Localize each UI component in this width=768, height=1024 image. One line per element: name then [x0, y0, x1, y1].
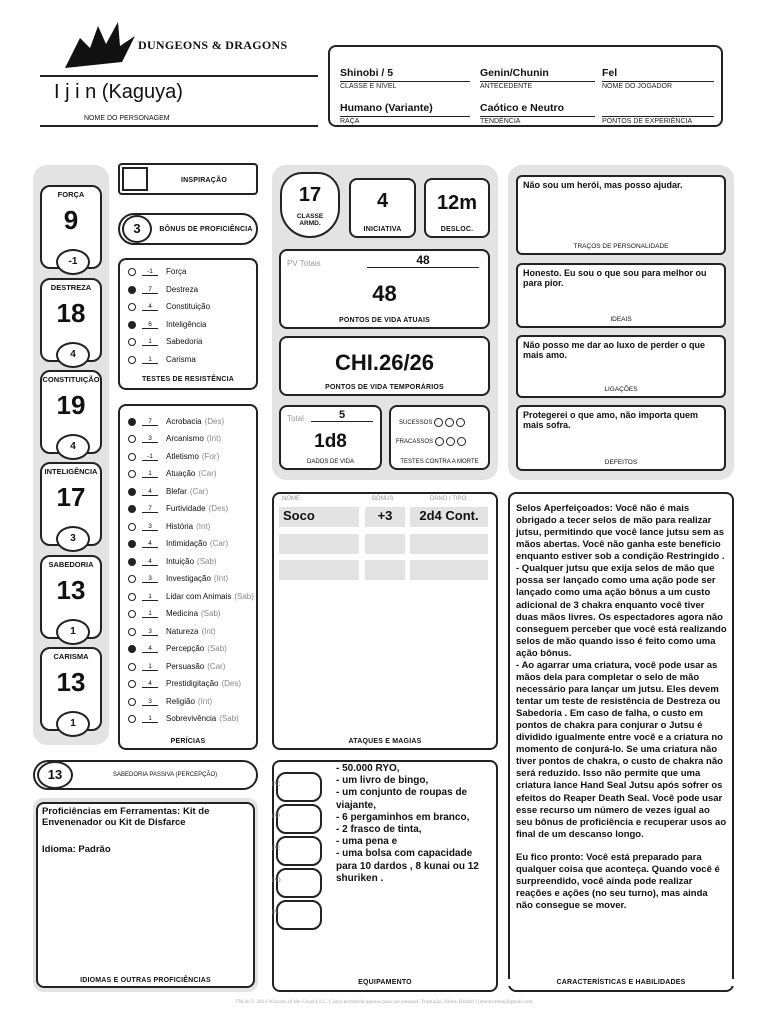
save-bonus: 1	[142, 338, 158, 346]
save-label: Força	[166, 267, 187, 276]
death-save-circle[interactable]	[456, 418, 465, 427]
save-row[interactable]	[128, 299, 210, 314]
death-saves-failure-label: FRACASSOS	[396, 439, 434, 446]
skill-label: Blefar	[166, 487, 187, 496]
proficiencies-box	[36, 802, 255, 988]
hp-temp-box	[279, 336, 490, 396]
ability-score[interactable]: 18	[56, 298, 86, 328]
ideals: Honesto. Eu sou o que sou para melhor ou para pior.	[523, 268, 707, 289]
armor-class-label: CLASSE ARMD.	[296, 213, 324, 227]
initiative-box	[349, 178, 416, 238]
skill-label: Natureza	[166, 627, 199, 636]
skill-label: Investigação	[166, 574, 211, 583]
skill-bonus: 4	[142, 488, 158, 496]
coin-platinum[interactable]	[272, 900, 322, 930]
skill-bonus: 1	[142, 663, 158, 671]
equipment-title: EQUIPAMENTO	[358, 979, 412, 986]
skill-ability: (Des)	[221, 679, 242, 688]
class-level-label: CLASSE E NÍVEL	[340, 81, 470, 90]
tool-proficiencies[interactable]: Proficiências em Ferramentas: Kit de Envenenador ou Kit de Disfarce	[42, 806, 210, 829]
ability-modifier: 1	[56, 619, 90, 645]
skill-row[interactable]	[128, 449, 219, 464]
hp-current-label: PONTOS DE VIDA ATUAIS	[339, 317, 430, 324]
skill-ability: (Car)	[198, 469, 217, 478]
feature-paragraph: - Ao agarrar uma criatura, você pode usar as mãos dela para completar o selo de mão necessário para lançar um jutsu. Eles devem tentar um teste de resistência de Destreza ou Sabedoria . Em caso de falha, o custo em pontos de chakra para conjurar o Jutsu é dividido igualmente entre você e a criatura no momento de conjurá-lo. Se uma criatura não tiver pontos de chakra, o custo de chakra não será reduzido. Isso não permite que uma criatura lance Hand Seal Jutsu após sofrer os efeitos do Reaper Death Seal. Você pode usar esse recurso um número de vezes igual ao seu bônus de proficiência e recuperar usos ao final de um descanso longo.	[516, 659, 727, 840]
character-name-label: NOME DO PERSONAGEM	[84, 115, 170, 122]
skill-label: Medicina	[166, 609, 199, 618]
save-bonus: 4	[142, 303, 158, 311]
skill-label: Acrobacia	[166, 417, 202, 426]
equipment-item: - 50.000 RYO,	[336, 763, 400, 774]
ideals-box[interactable]	[516, 263, 726, 328]
skill-bonus: 1	[142, 593, 158, 601]
background-label: ANTECEDENTE	[480, 81, 595, 90]
attack-name[interactable]: Soco	[279, 507, 359, 527]
skill-label: História	[166, 522, 194, 531]
coin-gold[interactable]	[272, 868, 322, 898]
skill-bonus: 7	[142, 505, 158, 513]
inspiration-label: INSPIRAÇÃO	[181, 177, 227, 184]
personality-traits-label: TRAÇOS DE PERSONALIDADE	[573, 242, 669, 250]
flaws-box[interactable]	[516, 405, 726, 471]
features-box[interactable]	[508, 492, 734, 992]
initiative-label: INICIATIVA	[363, 226, 402, 233]
skill-label: Atletismo	[166, 452, 199, 461]
feature-paragraph: Selos Aperfeiçoados: Você não é mais obrigado a tecer selos de mão para realizar jutsu, permitindo que você lance jutsu sem as mãos abertas. Você não ganha este benefício enquanto estiver sob a condição Restringido .	[516, 503, 725, 563]
attack-bonus-empty[interactable]	[365, 534, 405, 554]
skill-label: Religião	[166, 697, 195, 706]
attack-damage-empty[interactable]	[410, 560, 488, 580]
attack-name-header: NOME	[282, 496, 300, 502]
hit-dice-label: DADOS DE VIDA	[306, 459, 354, 465]
ability-score[interactable]: 13	[56, 575, 86, 605]
skill-ability: (Car)	[189, 487, 209, 496]
save-row[interactable]	[128, 282, 198, 297]
speed-value[interactable]: 12m	[436, 192, 478, 214]
save-bonus: -1	[142, 268, 158, 276]
skill-prof-dot[interactable]	[128, 663, 136, 671]
skill-row[interactable]	[128, 711, 239, 726]
death-saves-failure-row	[396, 437, 466, 446]
header-info-box	[328, 45, 723, 127]
attacks-box	[272, 492, 498, 750]
ability-label: SABEDORIA	[48, 560, 94, 569]
ability-label: CARISMA	[53, 652, 89, 661]
save-prof-dot[interactable]	[128, 268, 136, 276]
death-saves-box	[389, 405, 490, 470]
ability-charisma	[40, 647, 102, 731]
passive-perception-box	[33, 760, 258, 790]
skill-prof-dot[interactable]	[128, 453, 136, 461]
ability-modifier: 4	[56, 342, 90, 368]
alignment[interactable]: Caótico e Neutro	[480, 102, 565, 114]
ability-modifier: 4	[56, 434, 90, 460]
skill-ability: (Des)	[208, 504, 229, 513]
ability-modifier: 3	[56, 526, 90, 552]
skill-row[interactable]	[128, 659, 225, 674]
skill-label: Furtividade	[166, 504, 206, 513]
skill-bonus: 1	[142, 610, 158, 618]
hp-temp-label: PONTOS DE VIDA TEMPORÁRIOS	[325, 384, 444, 391]
class-level[interactable]: Shinobi / 5	[340, 67, 394, 79]
hp-current-box	[279, 249, 490, 329]
hit-dice-value[interactable]: 1d8	[314, 431, 347, 452]
race[interactable]: Humano (Variante)	[340, 102, 433, 114]
ability-score[interactable]: 19	[56, 390, 86, 420]
saving-throws-title: TESTES DE RESISTÊNCIA	[141, 376, 235, 383]
skill-ability: (Int)	[206, 434, 222, 443]
features-title: CARACTERÍSTICAS E HABILIDADES	[508, 979, 734, 986]
skill-ability: (For)	[201, 452, 220, 461]
skill-row[interactable]	[128, 606, 221, 621]
save-label: Destreza	[166, 285, 199, 294]
speed-box	[424, 178, 490, 238]
skill-ability: (Int)	[213, 574, 229, 583]
ability-modifier: 1	[56, 711, 90, 737]
proficiency-value[interactable]: 3	[122, 215, 152, 243]
death-saves-success-label: SUCESSOS	[399, 420, 433, 427]
skill-label: Lidar com Animais	[166, 592, 232, 601]
ability-label: DESTREZA	[50, 283, 92, 292]
save-row[interactable]	[128, 317, 206, 332]
skill-row[interactable]	[128, 571, 228, 586]
skill-row[interactable]	[128, 536, 228, 551]
personality-traits-box[interactable]	[516, 175, 726, 255]
skill-prof-dot[interactable]	[128, 558, 136, 566]
speed-label: DESLOC.	[440, 226, 474, 233]
attack-name-empty[interactable]	[279, 560, 359, 580]
skill-row[interactable]	[128, 676, 241, 691]
skill-bonus: 4	[142, 540, 158, 548]
skill-bonus: 7	[142, 418, 158, 426]
skill-row[interactable]	[128, 484, 208, 499]
skill-ability: (Car)	[209, 539, 229, 548]
save-row[interactable]	[128, 352, 196, 367]
attack-damage-empty[interactable]	[410, 534, 488, 554]
ability-label: INTELIGÊNCIA	[44, 467, 98, 476]
skill-label: Intimidação	[166, 539, 207, 548]
proficiency-box	[118, 213, 258, 245]
death-save-circle[interactable]	[446, 437, 455, 446]
skill-row[interactable]	[128, 554, 217, 569]
logo: DUNGEONS & DRAGONS	[138, 38, 288, 52]
inspiration-value[interactable]	[122, 167, 148, 191]
attack-bonus-empty[interactable]	[365, 560, 405, 580]
skill-row[interactable]	[128, 519, 210, 534]
feature-paragraph: Eu fico pronto: Você está preparado para qualquer coisa que aconteça. Quando você é surpreendido, você ainda pode realizar reações e ações (no seu turno), mas ainda não consegue se mover.	[516, 851, 720, 911]
coin-silver[interactable]	[272, 804, 322, 834]
skill-ability: (Car)	[207, 662, 226, 671]
skill-prof-dot[interactable]	[128, 610, 136, 618]
ability-label: FORÇA	[57, 190, 85, 199]
ability-strength	[40, 185, 102, 269]
bonds-label: LIGAÇÕES	[604, 385, 638, 393]
skill-bonus: 1	[142, 470, 158, 478]
flaws-label: DEFEITOS	[604, 458, 638, 466]
languages[interactable]: Idioma: Padrão	[42, 844, 111, 855]
ability-score[interactable]: 13	[56, 667, 86, 697]
equipment-item: - 6 pergaminhos em branco,	[336, 811, 470, 823]
death-saves-label: TESTES CONTRA A MORTE	[400, 459, 479, 465]
equipment-item: - um livro de bingo,	[336, 775, 429, 787]
ability-score[interactable]: 9	[63, 205, 79, 235]
flaws: Protegerei o que amo, não importa quem mais sofra.	[523, 410, 699, 431]
save-label: Inteligência	[166, 320, 207, 329]
skill-row[interactable]	[128, 501, 228, 516]
skill-row[interactable]	[128, 431, 221, 446]
skill-bonus: 3	[142, 628, 158, 636]
equipment-list[interactable]	[336, 763, 494, 885]
coin-label: PP	[272, 814, 281, 820]
skill-label: Atuação	[166, 469, 196, 478]
skill-label: Prestidigitação	[166, 679, 219, 688]
skill-bonus: 3	[142, 575, 158, 583]
ability-constitution	[40, 370, 102, 454]
ability-intelligence	[40, 462, 102, 546]
hp-max-value[interactable]: 48	[367, 253, 479, 268]
save-label: Carisma	[166, 355, 196, 364]
skill-row[interactable]	[128, 694, 212, 709]
death-save-circle[interactable]	[457, 437, 466, 446]
skill-prof-dot[interactable]	[128, 593, 136, 601]
skill-bonus: -1	[142, 453, 158, 461]
skill-row[interactable]	[128, 641, 227, 656]
coin-label: PE	[272, 846, 281, 852]
skill-bonus: 3	[142, 698, 158, 706]
xp-label: PONTOS DE EXPERIÊNCIA	[602, 116, 714, 125]
equipment-item: - 2 frasco de tinta,	[336, 823, 422, 835]
death-save-circle[interactable]	[445, 418, 454, 427]
attack-bonus[interactable]: +3	[365, 507, 405, 527]
attack-name-empty[interactable]	[279, 534, 359, 554]
skill-row[interactable]	[128, 414, 224, 429]
skill-bonus: 3	[142, 523, 158, 531]
save-bonus: 1	[142, 356, 158, 364]
proficiencies-label: IDIOMAS E OUTRAS PROFICIÊNCIAS	[80, 977, 211, 984]
save-prof-dot[interactable]	[128, 321, 136, 329]
attack-damage-header: DANO / TIPO	[430, 496, 467, 502]
skill-row[interactable]	[128, 624, 216, 639]
skill-ability: (Des)	[204, 417, 225, 426]
skill-prof-dot[interactable]	[128, 523, 136, 531]
skill-ability: (Sab)	[207, 644, 227, 653]
skill-prof-dot[interactable]	[128, 505, 136, 513]
skill-prof-dot[interactable]	[128, 628, 136, 636]
skill-ability: (Sab)	[197, 557, 217, 566]
save-row[interactable]	[128, 264, 186, 279]
attack-bonus-header: BÔNUS	[372, 496, 394, 502]
footer-copyright: TM & © 2014 Wizards of the Coast LLC. Cópia permitida apenas para uso pessoal. Tradução: Johny Bidrell | jetnetrombe@gmail.com	[235, 999, 533, 1005]
skill-label: Percepção	[166, 644, 205, 653]
inspiration-box	[118, 163, 258, 195]
armor-class-value[interactable]: 17	[298, 184, 322, 206]
death-save-circle[interactable]	[435, 437, 444, 446]
save-label: Sabedoria	[166, 337, 203, 346]
death-saves-success-row	[399, 418, 465, 427]
skill-bonus: 4	[142, 680, 158, 688]
player-name[interactable]: Fel	[602, 67, 618, 79]
skill-prof-dot[interactable]	[128, 575, 136, 583]
hp-temp-value[interactable]: CHI.26/26	[334, 350, 435, 375]
skills-title: PERÍCIAS	[170, 738, 206, 745]
skill-row[interactable]	[128, 466, 217, 481]
skill-bonus: 1	[142, 715, 158, 723]
skill-row[interactable]	[128, 589, 254, 604]
personality-traits: Não sou um herói, mas posso ajudar.	[523, 180, 683, 190]
save-label: Constituição	[166, 302, 211, 311]
save-row[interactable]	[128, 334, 202, 349]
save-prof-dot[interactable]	[128, 338, 136, 346]
skill-prof-dot[interactable]	[128, 470, 136, 478]
skill-bonus: 4	[142, 558, 158, 566]
attack-damage[interactable]: 2d4 Cont.	[410, 507, 488, 527]
character-name[interactable]: I j i n (Kaguya)	[54, 81, 183, 103]
player-name-label: NOME DO JOGADOR	[602, 81, 714, 90]
attacks-title: ATAQUES E MAGIAS	[348, 738, 422, 745]
ideals-label: IDEAIS	[610, 315, 632, 323]
passive-perception-label: SABEDORIA PASSIVA (PERCEPÇÃO)	[113, 772, 218, 778]
alignment-label: TENDÊNCIA	[480, 116, 595, 125]
skill-ability: (Int)	[201, 627, 216, 636]
ability-modifier: -1	[56, 249, 90, 275]
name-banner	[40, 75, 318, 127]
background[interactable]: Genin/Chunin	[480, 67, 549, 79]
coin-label: PC	[272, 782, 281, 788]
save-prof-dot[interactable]	[128, 356, 136, 364]
skill-ability: (Sab)	[219, 714, 239, 723]
ability-score[interactable]: 17	[56, 482, 86, 512]
skill-label: Persuasão	[166, 662, 205, 671]
skill-label: Intuição	[166, 557, 195, 566]
feature-paragraph: - Qualquer jutsu que exija selos de mão que possa ser lançado como uma ação pode ser lançado como uma ação bônus a um custo adicional de 3 chakra enquanto você tiver duas mãos livres. Os espectadores agora não conseguem perceber que você está realizando selos de mão quando isso é feito como uma ação bônus.	[516, 563, 727, 659]
equipment-item: - uma pena e	[336, 836, 398, 848]
skill-ability: (Int)	[196, 522, 211, 531]
race-label: RAÇA	[340, 116, 470, 125]
skill-bonus: 3	[142, 435, 158, 443]
logo-dragon-icon	[60, 18, 140, 70]
coin-label: PL	[272, 910, 280, 916]
skill-prof-dot[interactable]	[128, 698, 136, 706]
skill-label: Arcanismo	[166, 434, 204, 443]
equipment-item: - um conjunto de roupas de viajante,	[336, 787, 468, 811]
ability-label: CONSTITUIÇÃO	[42, 375, 100, 384]
skill-prof-dot[interactable]	[128, 418, 136, 426]
ability-dexterity	[40, 278, 102, 362]
skill-prof-dot[interactable]	[128, 715, 136, 723]
skill-prof-dot[interactable]	[128, 540, 136, 548]
coin-copper[interactable]	[272, 772, 322, 802]
save-bonus: 7	[142, 286, 158, 294]
initiative-value[interactable]: 4	[376, 190, 389, 212]
bonds-box[interactable]	[516, 335, 726, 398]
hp-current-value[interactable]: 48	[372, 281, 397, 306]
skill-label: Sobrevivência	[166, 714, 217, 723]
save-prof-dot[interactable]	[128, 286, 136, 294]
skill-prof-dot[interactable]	[128, 645, 136, 653]
save-prof-dot[interactable]	[128, 303, 136, 311]
armor-class-box	[280, 172, 340, 238]
proficiency-label: BÔNUS DE PROFICIÊNCIA	[159, 226, 253, 233]
skill-bonus: 4	[142, 645, 158, 653]
coin-electrum[interactable]	[272, 836, 322, 866]
hit-dice-total-label: Total	[287, 414, 304, 423]
equipment-item: - uma bolsa com capacidade para 10 dardos , 8 kunai ou 12 shuriken .	[336, 848, 479, 884]
skill-ability: (Sab)	[234, 592, 254, 601]
skill-prof-dot[interactable]	[128, 680, 136, 688]
passive-perception-value[interactable]: 13	[37, 761, 73, 789]
hit-dice-total[interactable]: 5	[311, 409, 373, 422]
death-save-circle[interactable]	[434, 418, 443, 427]
skill-ability: (Int)	[197, 697, 213, 706]
skill-prof-dot[interactable]	[128, 488, 136, 496]
hit-dice-box	[279, 405, 382, 470]
save-bonus: 6	[142, 321, 158, 329]
bonds: Não posso me dar ao luxo de perder o que mais amo.	[523, 340, 706, 361]
ability-wisdom	[40, 555, 102, 639]
skill-ability: (Sab)	[201, 609, 221, 618]
coin-label: PO	[272, 878, 281, 884]
hp-max-label: PV Totais	[287, 259, 321, 268]
skill-prof-dot[interactable]	[128, 435, 136, 443]
